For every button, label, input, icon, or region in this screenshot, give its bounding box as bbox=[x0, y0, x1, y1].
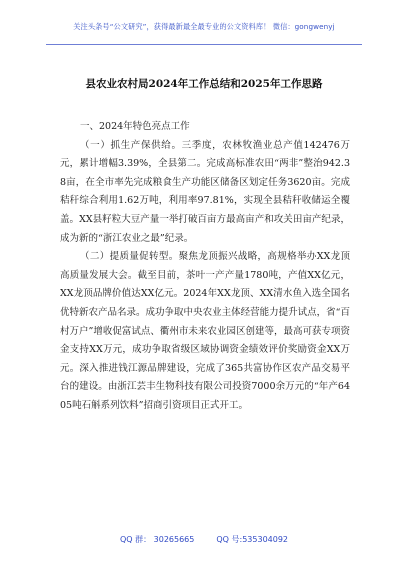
paragraph-production: （一）抓生产保供给。三季度，农林牧渔业总产值142476万元，累计增幅3.39%，全县第二。完成高标准农田“两非”整治942.38亩，在全市率先完成粮食生产功能区储备区划定任务3620亩。完成秸秆综合利用1.62万吨，利用率97.81%，实现全县秸秆收储运全覆盖。XX县籽粒大豆产量一举打破百亩方最高亩产和攻关田亩产纪录，成为新的“浙江农业之最”纪录。 bbox=[60, 139, 350, 244]
document-title: 县农业农村局2024年工作总结和2025年工作思路 bbox=[85, 78, 323, 90]
paragraph-quality: （二）提质量促转型。聚焦龙顶振兴战略，高规格举办XX龙顶高质量发展大会。截至目前，茶叶一产产量1780吨，产值XX亿元，XX龙顶品牌价值达XX亿元。2024年XX龙顶、XX清水鱼入选全国名优特新农产品名录。成功争取中央农业主体经营能力提升试点，省“百村万户”增收促富试点、衢州市未来农业园区创建等，最高可获专项资金支持XX万元，成功争取省级区域协调资金绩效评价奖励资金XX万元。深入推进钱江源品牌建设，完成了365共富协作区农产品交易平台的建设。由浙江芸丰生物科技有限公司投资7000余万元的“年产6405吨石斛系列饮料”招商引资项目正式开工。 bbox=[60, 251, 350, 411]
footer-qq-number: QQ 号:535304092 bbox=[216, 535, 289, 544]
header-divider bbox=[46, 44, 362, 45]
footer-contact bbox=[0, 534, 408, 545]
header-promo-note: 关注头条号“公文研究”，获得最新最全最专业的公文资料库！ 微信：gongwenyj bbox=[73, 22, 335, 31]
section-heading: 一、2024年特色亮点工作 bbox=[80, 121, 190, 132]
footer-qq-group: QQ 群： 30265665 bbox=[119, 535, 195, 544]
document-body bbox=[60, 118, 350, 416]
